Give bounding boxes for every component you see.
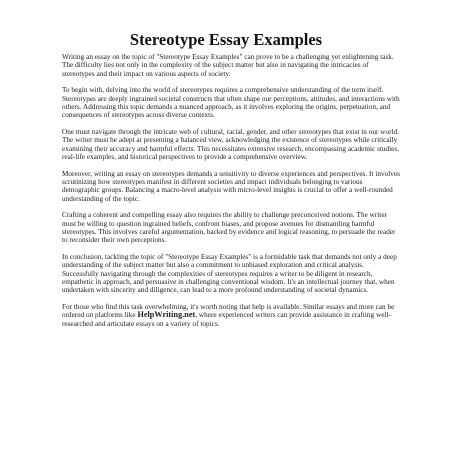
paragraph-help: [62, 303, 400, 328]
help-text-before: For those who find this task overwhelming, it's worth noting that help is available. Similar essays and more can be ordered on platforms like: [62, 303, 395, 320]
page-title: Stereotype Essay Examples: [129, 30, 323, 50]
paragraph-challenge: Crafting a coherent and compelling essay also requires the ability to challenge preconceived notions. The writer must be willing to question ingrained beliefs, confront biases, and propose avenues for dismantling harmful stereotypes. This involves careful argumentation, backed by evidence and logical reasoning, to persuade the reader to reconsider their own perceptions.: [62, 211, 396, 245]
helpwriting-link[interactable]: HelpWriting.net: [137, 310, 196, 320]
paragraph-navigation: One must navigate through the intricate web of cultural, racial, gender, and other stereotypes that exist in our world. The writer must be adept at presenting a balanced view, acknowledging the existence of stereotypes while critically examining their accuracy and harmful effects. This necessitates extensive research, encompassing academic studies, real-life examples, and historical perspectives to provide a comprehensive overview.: [62, 128, 400, 162]
paragraph-sensitivity: Moreover, writing an essay on stereotypes demands a sensitivity to diverse experiences and perspectives. It involves scrutinizing how stereotypes manifest in different societies and impact individuals belonging to various demographic groups. Balancing a macro-level analysis with micro-level insights is crucial to offer a well-rounded understanding of the topic.: [62, 169, 400, 203]
paragraph-intro: Writing an essay on the topic of "Stereotype Essay Examples" can prove to be a challenging yet enlightening task. The difficulty lies not only in the complexity of the subject matter but also in navigating the intricacies of stereotypes and their impact on various aspects of society.: [62, 53, 394, 78]
help-text-after: , where experienced writers can provide assistance in crafting well-researched and articulate essays on a variety of topics.: [62, 311, 391, 328]
paragraph-conclusion: In conclusion, tackling the topic of "Stereotype Essay Examples" is a formidable task that demands not only a deep understanding of the subject matter but also a commitment to unbiased exploration and critical analysis. Successfully navigating through the complexities of stereotypes requires a writer to be diligent in research, empathetic in approach, and persuasive in challenging conventional wisdom. It's an intellectual journey that, when undertaken with sincerity and diligence, can lead to a more profound understanding of societal dynamics.: [62, 253, 397, 295]
essay-body: [62, 53, 400, 336]
paragraph-definition: To begin with, delving into the world of stereotypes requires a comprehensive understanding of the term itself. Stereotypes are deeply ingrained societal constructs that often shape our perceptions, attitudes, and interactions with others. Addressing this topic demands a nuanced approach, as it involves exploring the origins, perpetuation, and consequences of stereotypes across diverse contexts.: [62, 86, 400, 120]
